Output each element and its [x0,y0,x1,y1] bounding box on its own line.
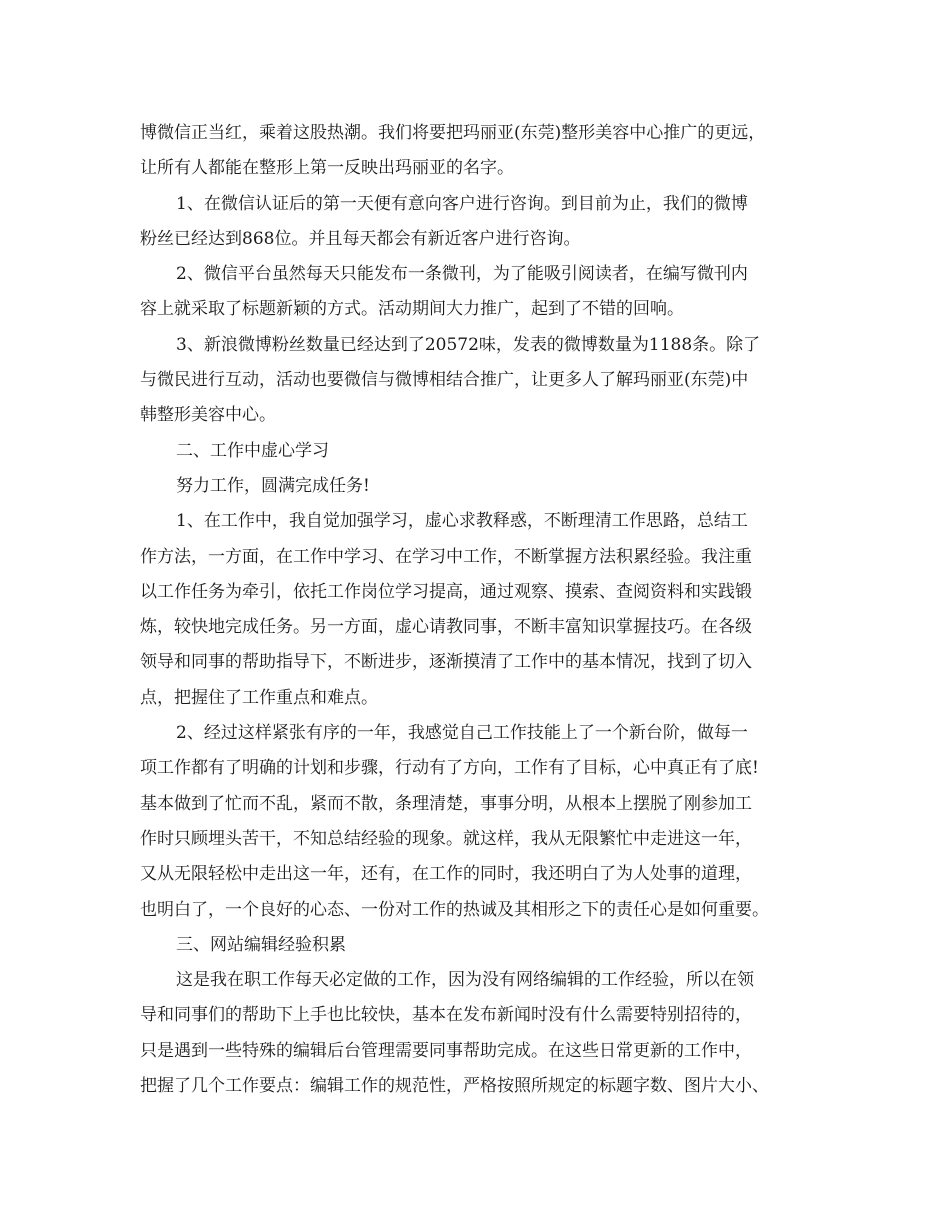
text-line: 1、在微信认证后的第一天便有意向客户进行咨询。到目前为止，我们的微博 [176,193,748,214]
text-line: 把握了几个工作要点：编辑工作的规范性，严格按照所规定的标题字数、图片大小、 [140,1076,769,1097]
text-line: 作方法，一方面，在工作中学习、在学习中工作，不断掌握方法积累经验。我注重 [140,546,752,567]
text-line: 这是我在职工作每天必定做的工作，因为没有网络编辑的工作经验，所以在领 [176,970,754,991]
text-line: 项工作都有了明确的计划和步骤，行动有了方向，工作有了目标，心中真正有了底! [140,758,759,779]
text-line: 点，把握住了工作重点和难点。 [140,687,378,708]
text-line: 导和同事们的帮助下上手也比较快，基本在发布新闻时没有什么需要特别招待的， [140,1005,752,1026]
text-line: 与微民进行互动，活动也要微信与微博相结合推广，让更多人了解玛丽亚(东莞)中 [140,370,749,391]
text-line: 努力工作，圆满完成任务! [176,475,370,496]
text-line: 韩整形美容中心。 [140,405,276,426]
text-line: 二、工作中虚心学习 [176,440,329,461]
text-line: 领导和同事的帮助指导下，不断进步，逐渐摸清了工作中的基本情况，找到了切入 [140,652,752,673]
text-line: 只是遇到一些特殊的编辑后台管理需要同事帮助完成。在这些日常更新的工作中， [140,1040,752,1061]
text-line: 容上就采取了标题新颖的方式。活动期间大力推广，起到了不错的回响。 [140,299,684,320]
text-line: 也明白了，一个良好的心态、一份对工作的热诚及其相形之下的责任心是如何重要。 [140,899,769,920]
text-line: 粉丝已经达到868位。并且每天都会有新近客户进行咨询。 [140,228,581,249]
document-body [140,116,830,1104]
text-line: 作时只顾埋头苦干，不知总结经验的现象。就这样，我从无限繁忙中走进这一年， [140,828,752,849]
text-line: 3、新浪微博粉丝数量已经达到了20572味，发表的微博数量为1188条。除了 [176,334,761,355]
text-line: 2、微信平台虽然每天只能发布一条微刊，为了能吸引阅读者，在编写微刊内 [176,264,748,285]
text-line: 三、网站编辑经验积累 [176,934,346,955]
text-line: 博微信正当红，乘着这股热潮。我们将要把玛丽亚(东莞)整形美容中心推广的更远， [140,123,766,143]
text-line: 基本做到了忙而不乱，紧而不散，条理清楚，事事分明，从根本上摆脱了刚参加工 [140,793,752,814]
text-line: 2、经过这样紧张有序的一年，我感觉自己工作技能上了一个新台阶，做每一 [176,723,748,744]
text-line: 炼，较快地完成任务。另一方面，虚心请教同事，不断丰富知识掌握技巧。在各级 [140,617,752,638]
text-line: 让所有人都能在整形上第一反映出玛丽亚的名字。 [140,158,514,179]
text-line: 1、在工作中，我自觉加强学习，虚心求教释惑，不断理清工作思路，总结工 [176,511,748,532]
text-line: 以工作任务为牵引，依托工作岗位学习提高，通过观察、摸索、查阅资料和实践锻 [140,581,752,602]
text-line: 又从无限轻松中走出这一年，还有，在工作的同时，我还明白了为人处事的道理， [140,864,752,885]
